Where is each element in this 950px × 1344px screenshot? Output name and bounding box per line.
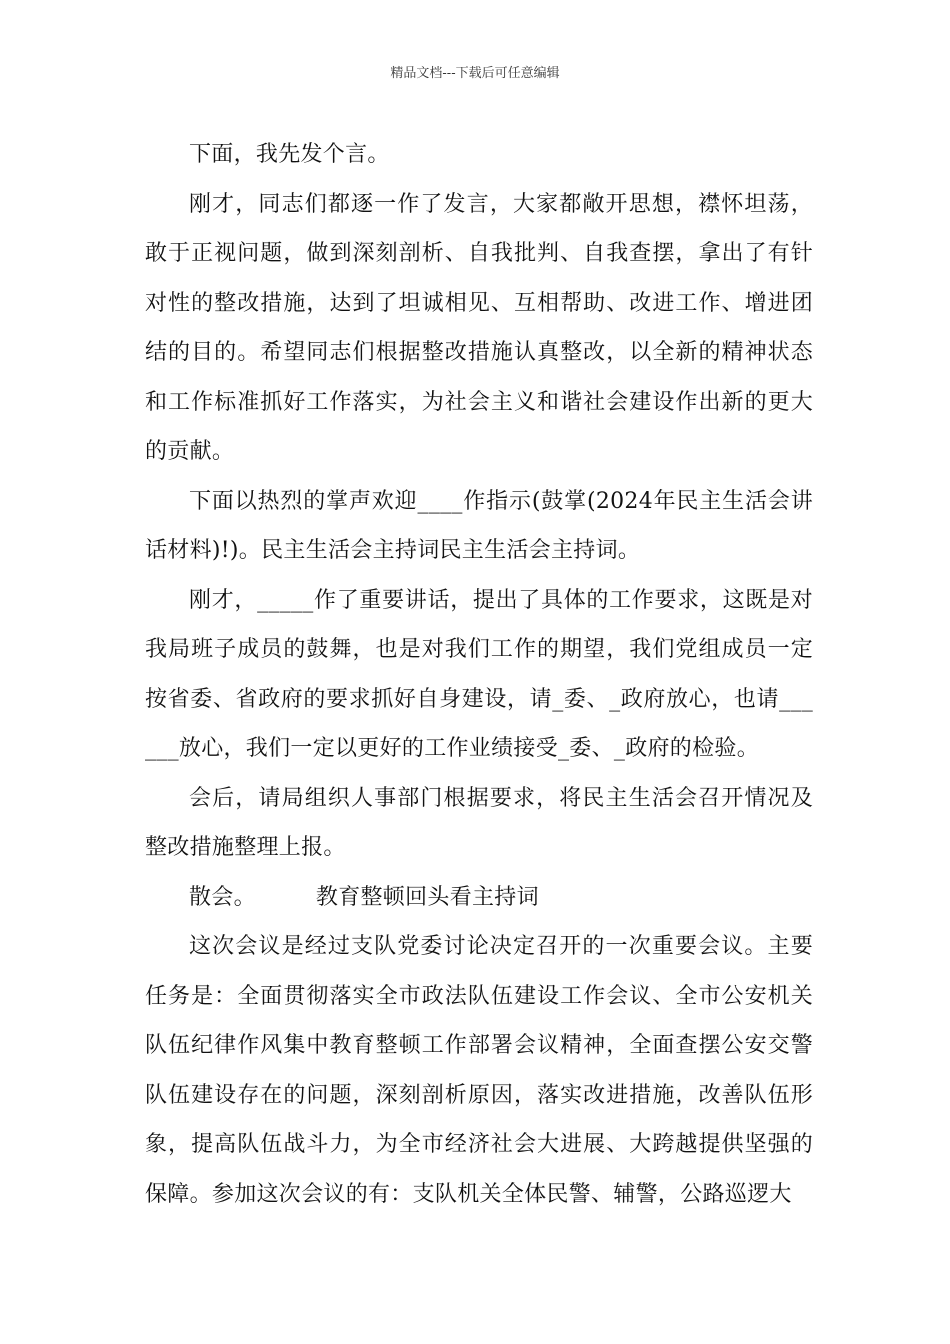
section-title: 教育整顿回头看主持词	[315, 884, 539, 910]
paragraph-2: 刚才，同志们都逐一作了发言，大家都敞开思想，襟怀坦荡，敢于正视问题，做到深刻剖析、自我批判、自我查摆，拿出了有针对性的整改措施，达到了坦诚相见、互相帮助、改进工作、增进团结的目的。希望同志们根据整改措施认真整改，以全新的精神状态和工作标准抓好工作落实，为社会主义和谐社会建设作出新的更大的贡献。	[145, 191, 813, 464]
page-header: 精品文档---下载后可任意编辑	[390, 66, 560, 81]
paragraph-1: 下面，我先发个言。	[189, 142, 390, 167]
document-body	[145, 130, 813, 1219]
paragraph-3: 下面以热烈的掌声欢迎____作指示(鼓掌(2024年民主生活会讲话材料)!)。民主生活会主持词民主生活会主持词。	[145, 488, 813, 563]
paragraph-4: 刚才，_____作了重要讲话，提出了具体的工作要求，这既是对我局班子成员的鼓舞，也是对我们工作的期望，我们党组成员一定按省委、省政府的要求抓好自身建设，请_委、_政府放心，也请______放心，我们一定以更好的工作业绩接受_委、_政府的检验。	[145, 587, 813, 761]
closing-text: 散会。	[189, 884, 256, 910]
paragraph-6	[145, 873, 813, 923]
paragraph-5: 会后，请局组织人事部门根据要求，将民主生活会召开情况及整改措施整理上报。	[145, 785, 813, 860]
paragraph-7: 这次会议是经过支队党委讨论决定召开的一次重要会议。主要任务是：全面贯彻落实全市政法队伍建设工作会议、全市公安机关队伍纪律作风集中教育整顿工作部署会议精神，全面查摆公安交警队伍建设存在的问题，深刻剖析原因，落实改进措施，改善队伍形象，提高队伍战斗力，为全市经济社会大进展、大跨越提供坚强的保障。参加这次会议的有：支队机关全体民警、辅警，公路巡逻大	[145, 934, 813, 1207]
